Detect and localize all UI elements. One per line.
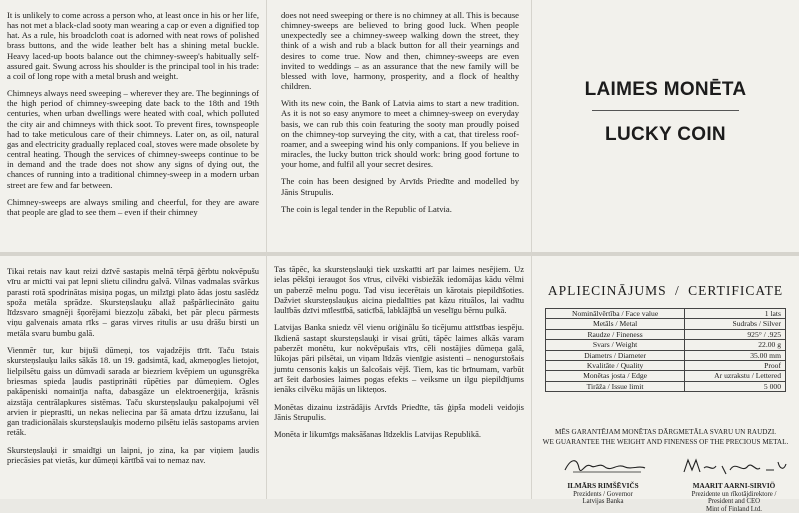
- guarantee-statement: [532, 427, 799, 447]
- spec-label: Kvalitāte / Quality: [546, 361, 685, 371]
- latvian-story-text-2: [274, 264, 524, 446]
- spec-value: Ar uzrakstu / Lettered: [685, 371, 786, 381]
- signer-org: Latvijas Banka: [582, 498, 624, 506]
- spec-label: Nominālvērtība / Face value: [546, 309, 685, 319]
- guarantee-english: WE GUARANTEE THE WEIGHT AND FINENESS OF THE PRECIOUS METAL.: [542, 438, 789, 446]
- paragraph: Skursteņslauķi ir smaidīgi un laipni, jo zina, ka par viņiem ļaudis priecāsies pat vietās, kur dūmeņi kārtībā vai to nemaz nav.: [7, 444, 259, 466]
- spec-value: 925° / .925: [685, 329, 786, 339]
- table-row: [546, 361, 786, 371]
- table-row: [546, 319, 786, 329]
- handwritten-signature-icon: [674, 452, 794, 480]
- paragraph: The coin has been designed by Arvīds Priedīte and modelled by Jānis Strupulis.: [281, 176, 519, 197]
- english-story-text-1: [7, 10, 259, 224]
- signer-title-english: President and CEO: [707, 498, 761, 506]
- spec-value: Sudrabs / Silver: [685, 319, 786, 329]
- table-row: [546, 371, 786, 381]
- paragraph: Vienmēr tur, kur bijuši dūmeņi, tos vajadzējis tīrīt. Taču īstais skursteņslauķu laiks sākās 18. un 19. gadsimtā, kad, akmeņogles lietojot, lielpilsētu gaiss un dūmvadi sarada ar biezriem kvēpiem un ugunsgrēka briesmas spieda ļaudis pastiprināti rūpēties par dūmeņiem. Ogles pakāpeniski nomainīja nafta, dabasgāze un elektroenerģija, krāsnis aizstāja centrālapkures sistēmas. Taču skursteņslauķu pakalpojumi vēl arvien ir pieprasīti, un nekas neliecina par šā amata drīzu izzušanu, lai gan tradicionālais skursteņslauķis moderno pilsētu ielās sastopams arvien retāk.: [7, 345, 259, 438]
- signer-name: MAARIT AARNI-SIRVIÖ: [692, 482, 776, 490]
- table-row: [546, 329, 786, 339]
- panel-certificate: [532, 256, 799, 513]
- horizontal-fold-line: [0, 252, 799, 256]
- panel-english-story-part2: [267, 0, 531, 253]
- vertical-fold-line: [531, 0, 532, 499]
- paragraph: Latvijas Banka sniedz vēl vienu oriģinālu šo ticējumu attīstības iespēju. Ikdienā sastapt skursteņslauķi ir visai grūti, tāpēc laimes alkās varam paberzēt monētu, kur nokvēpušais vīrs, cēli nostājies dūmeņa galā, lūkojas pāri pilsētai, un viņam līdzās vienīgie asistenti – nenogurstošais jumtu censonis kaķis un šalcošais vējš. Tiem, kas tic brīnumam, varbūt arī šeit darbosies laimes pogas efekts – veiksme un ilgu piepildījums ienāks cilvēku mājās un likteņos.: [274, 322, 524, 395]
- cover-title-latvian: LAIMES MONĒTA: [584, 79, 747, 100]
- paragraph: Tas tāpēc, ka skursteņslauķi tiek uzskatīti arī par laimes nesējiem. Uz ielas pēkšņi ieraugot šos vīrus, cilvēki visbiežāk iedomājas kādu vēlmi un paberzē melnu pogu. Tad visu iecerētais un kārotais piepildīšoties. Dažviet skursteņslauķus aicina piedalīties pat kāzu rituālos, lai vadītu laulībās dzīvi mīlestībā, saticībā, labklājībā un veselīgu bērnu pulkā.: [274, 264, 524, 316]
- spec-label: Tirāža / Issue limit: [546, 381, 685, 391]
- paragraph: Chimney-sweeps are always smiling and cheerful, for they are aware that people are glad to see them – even if their chimney: [7, 196, 259, 217]
- title-divider: [592, 110, 739, 111]
- signer-governor: [537, 483, 669, 506]
- spec-value: 1 lats: [685, 309, 786, 319]
- signer-title: Prezidente un rīkotājdirektore /: [691, 490, 777, 498]
- paragraph: It is unlikely to come across a person who, at least once in his or her life, has not met a black-clad sooty man wearing a cap or even a dignified top hat. As a rule, his broadcloth coat is adorned with neat rows of polished brass buttons, and the wide leather belt has a shining metal buckle. Heavy laced-up boots balance out the chimney-sweep's habitually self-assured gait. Swung across his shoulder is the principal tool in his trade: a coil of long rope with a metal brush and weight.: [7, 10, 259, 81]
- signer-name: ILMĀRS RIMŠĒVIČS: [567, 482, 639, 490]
- certificate-title: [532, 283, 799, 299]
- spec-label: Raudze / Fineness: [546, 329, 685, 339]
- table-row: [546, 350, 786, 360]
- panel-cover: [532, 0, 799, 253]
- spec-value: 5 000: [685, 381, 786, 391]
- paragraph: Tikai retais nav kaut reizi dzīvē sastapis melnā tērpā ģērbtu nokvēpušu vīru ar micīti vai pat lepni slietu cilindru galvā. Vilnas vadmalas svārkus parasti rotā spodrinātas misiņa pogas, un milzīgi plato ādas jostu saslēdz spoža metāla sprādze. Skursteņslauķu allaž pašpārliecināto gaitu līdzsvaro smagnēji šņorējami biezzoļu zābaki, bet pār plecu pārmests viņu galvenais amata rīks – garas virves ritulis ar usu drāšu birsti un metāla svaru bumbu galā.: [7, 266, 259, 338]
- spec-value: Proof: [685, 361, 786, 371]
- table-row: [546, 340, 786, 350]
- handwritten-signature-icon: [543, 452, 663, 480]
- signer-org: Mint of Finland Ltd.: [706, 505, 762, 513]
- paragraph: Chimneys always need sweeping – wherever they are. The beginnings of the high period of chimney-sweeping date back to the 18th and 19th centuries, when urban dwellings were heated with coal, which polluted the city air and chimneys with thick soot. To prevent fires, townspeople had to take meticulous care of their chimneys. Later on, as oil, natural gas and electricity gradually replaced coal, stoves were made obsolete by central heating. Though the services of chimney-sweeps continue to be in demand and the trade does not show any signs of dying out, the chances of running into a traditional chimney-sweep in a modern urban street are few and far between.: [7, 88, 259, 190]
- paragraph: does not need sweeping or there is no chimney at all. This is because chimney-sweeps are believed to bring good luck. When people unexpectedly see a chimney-sweep walking down the street, they think of a wish and rub a black button for all their yearnings and desires to come true. Now and then, chimney-sweeps are even invited to weddings – as an assurance that the new family will be blessed with love, harmony, prosperity, and a flock of healthy children.: [281, 10, 519, 92]
- spec-label: Metāls / Metal: [546, 319, 685, 329]
- cover-title-english: LUCKY COIN: [605, 124, 726, 145]
- signature-mint-ceo: [668, 448, 799, 484]
- spec-value: 35.00 mm: [685, 350, 786, 360]
- english-story-text-2: [281, 10, 519, 221]
- spec-value: 22.00 g: [685, 340, 786, 350]
- certificate-title-english: CERTIFICATE: [688, 283, 784, 298]
- table-row: [546, 309, 786, 319]
- certificate-title-latvian: APLIECINĀJUMS: [547, 283, 667, 298]
- signer-title: Prezidents / Governor: [573, 490, 633, 498]
- panel-latvian-story-part1: [0, 256, 266, 499]
- latvian-story-text-1: [7, 266, 259, 472]
- paragraph: Monētas dizainu izstrādājis Arvīds Priedīte, tās ģipša modeli veidojis Jānis Strupulis.: [274, 401, 524, 422]
- spec-label: Monētas josta / Edge: [546, 371, 685, 381]
- signature-governor: [537, 448, 669, 484]
- title-separator: /: [675, 283, 680, 298]
- vertical-fold-line: [266, 0, 267, 499]
- panel-latvian-story-part2: [267, 256, 531, 499]
- table-row: [546, 381, 786, 391]
- signer-mint-ceo: [668, 483, 799, 513]
- paragraph: Monēta ir likumīgs maksāšanas līdzeklis Latvijas Republikā.: [274, 429, 482, 440]
- spec-label: Svars / Weight: [546, 340, 685, 350]
- paragraph: With its new coin, the Bank of Latvia aims to start a new tradition. As it is not so easy anymore to meet a chimney-sweep on everyday basis, we can rub this coin featuring the sooty man proudly poised on the chimney-top surveying the city, with a cat, that tireless roof-roamer, and a sweeping wind his only companions. If you believe in miracles, the lucky button trick should work: bring good fortune to your home, and fulfil all your secret desires.: [281, 98, 519, 170]
- guarantee-latvian: MĒS GARANTĒJAM MONĒTAS DĀRGMETĀLA SVARU UN RAUDZI.: [554, 428, 777, 436]
- spec-label: Diametrs / Diameter: [546, 350, 685, 360]
- panel-english-story-part1: [0, 0, 266, 253]
- paragraph: The coin is legal tender in the Republic of Latvia.: [281, 203, 452, 214]
- specification-table: [545, 308, 786, 392]
